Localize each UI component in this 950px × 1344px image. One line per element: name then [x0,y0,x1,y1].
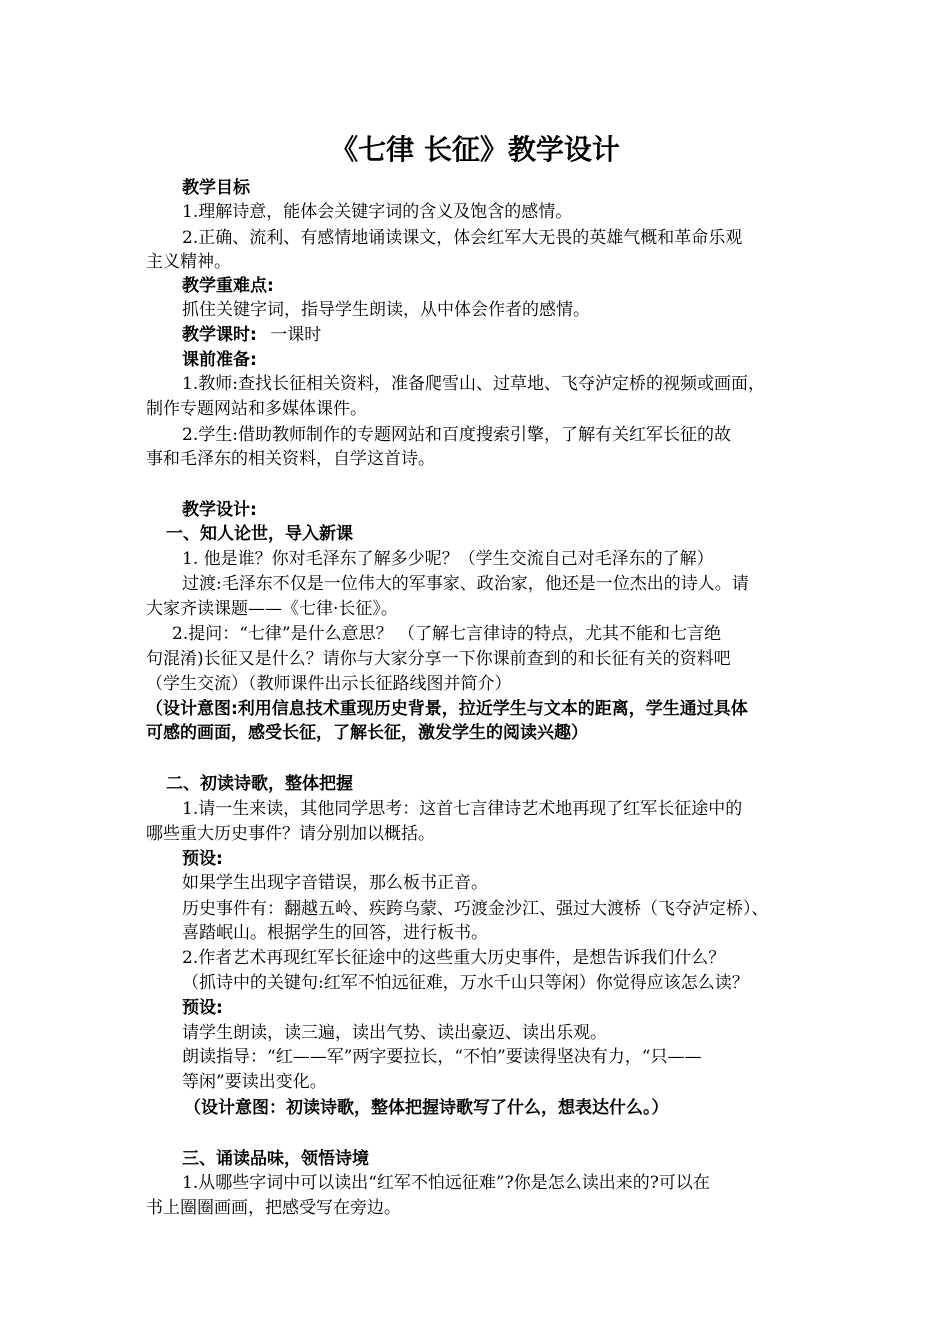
section-2-item-1: 1.请一生来读，其他同学思考：这首七言律诗艺术地再现了红军长征途中的 [182,799,743,819]
prep-student-cont: 事和毛泽东的相关资料，自学这首诗。 [146,449,435,469]
prep-teacher: 1.教师:查找长征相关资料，准备爬雪山、过草地、飞夺泸定桥的视频或画面， [182,374,765,394]
section-2-heading: 二、初读诗歌，整体把握 [166,774,353,794]
section-1-intent-cont: 可感的画面，感受长征，了解长征，激发学生的阅读兴趣） [146,723,588,743]
section-1-item-2-cont-2: （学生交流）（教师课件出示长征路线图并简介） [146,674,512,694]
section-3-item-1: 1.从哪些字词中可以读出“红军不怕远征难”?你是怎么读出来的?可以在 [182,1173,710,1193]
heading-key-points: 教学重难点: [182,276,274,296]
section-2-reading: 请学生朗读，读三遍，读出气势、读出豪迈、读出乐观。 [182,1023,607,1043]
section-2-events: 历史事件有：翻越五岭、疾跨乌蒙、巧渡金沙江、强过大渡桥（飞夺泸定桥）、 [182,899,769,919]
section-3-heading: 三、诵读品味，领悟诗境 [182,1149,369,1169]
section-2-events-cont: 喜踏岷山。根据学生的回答，进行板书。 [182,923,488,943]
class-hours-row [182,323,321,347]
section-3-item-1-cont: 书上圈圈画画，把感受写在旁边。 [146,1198,401,1218]
section-2-preset-2: 预设: [182,998,223,1018]
goal-item-2-cont: 主义精神。 [146,252,231,272]
section-1-item-1: 1. 他是谁？你对毛泽东了解多少呢？（学生交流自己对毛泽东的了解） [182,549,714,569]
section-2-guidance: 朗读指导：“红——军”两字要拉长，“不怕”要读得坚决有力，“只—— [182,1047,702,1067]
prep-teacher-cont: 制作专题网站和多媒体课件。 [146,399,367,419]
section-1-item-2: 2.提问：“七律”是什么意思？ （了解七言律诗的特点，尤其不能和七言绝 [172,624,722,644]
section-1-transition: 过渡:毛泽东不仅是一位伟大的军事家、政治家，他还是一位杰出的诗人。请 [182,574,749,594]
section-2-item-1-cont: 哪些重大历史事件？请分别加以概括。 [146,824,435,844]
section-2-item-2-cont: （抓诗中的关键句:红军不怕远征难，万水千山只等闲）你觉得应该怎么读？ [182,973,749,993]
goal-item-2: 2.正确、流利、有感情地诵读课文，体会红军大无畏的英雄气概和革命乐观 [182,228,743,248]
section-1-heading: 一、知人论世，导入新课 [166,524,353,544]
heading-teaching-design: 教学设计: [182,500,257,520]
prep-student: 2.学生:借助教师制作的专题网站和百度搜索引擎，了解有关红军长征的故 [182,425,731,445]
section-1-intent: （设计意图:利用信息技术重现历史背景，拉近学生与文本的距离，学生通过具体 [146,699,748,719]
section-2-preset-1-text: 如果学生出现字音错误，那么板书正音。 [182,873,488,893]
section-2-item-2: 2.作者艺术再现红军长征途中的这些重大历史事件，是想告诉我们什么？ [182,948,726,968]
section-2-preset-1: 预设: [182,849,223,869]
key-points-text: 抓住关键字词，指导学生朗读，从中体会作者的感情。 [182,300,590,320]
section-1-item-2-cont: 句混淆)长征又是什么？请你与大家分享一下你课前查到的和长征有关的资料吧 [146,649,731,669]
class-hours-value: 一课时 [270,325,322,345]
document-title: 《七律 长征》教学设计 [330,133,620,166]
section-2-guidance-cont: 等闲”要读出变化。 [182,1072,327,1092]
section-2-intent: （设计意图：初读诗歌，整体把握诗歌写了什么，想表达什么。） [184,1098,669,1118]
heading-preparation: 课前准备: [182,350,257,370]
class-hours-label: 教学课时: [182,325,257,345]
goal-item-1: 1.理解诗意，能体会关键字词的含义及饱含的感情。 [182,202,573,222]
section-1-transition-cont: 大家齐读课题——《七律·长征》。 [146,599,398,619]
heading-teaching-goals: 教学目标 [182,178,250,198]
